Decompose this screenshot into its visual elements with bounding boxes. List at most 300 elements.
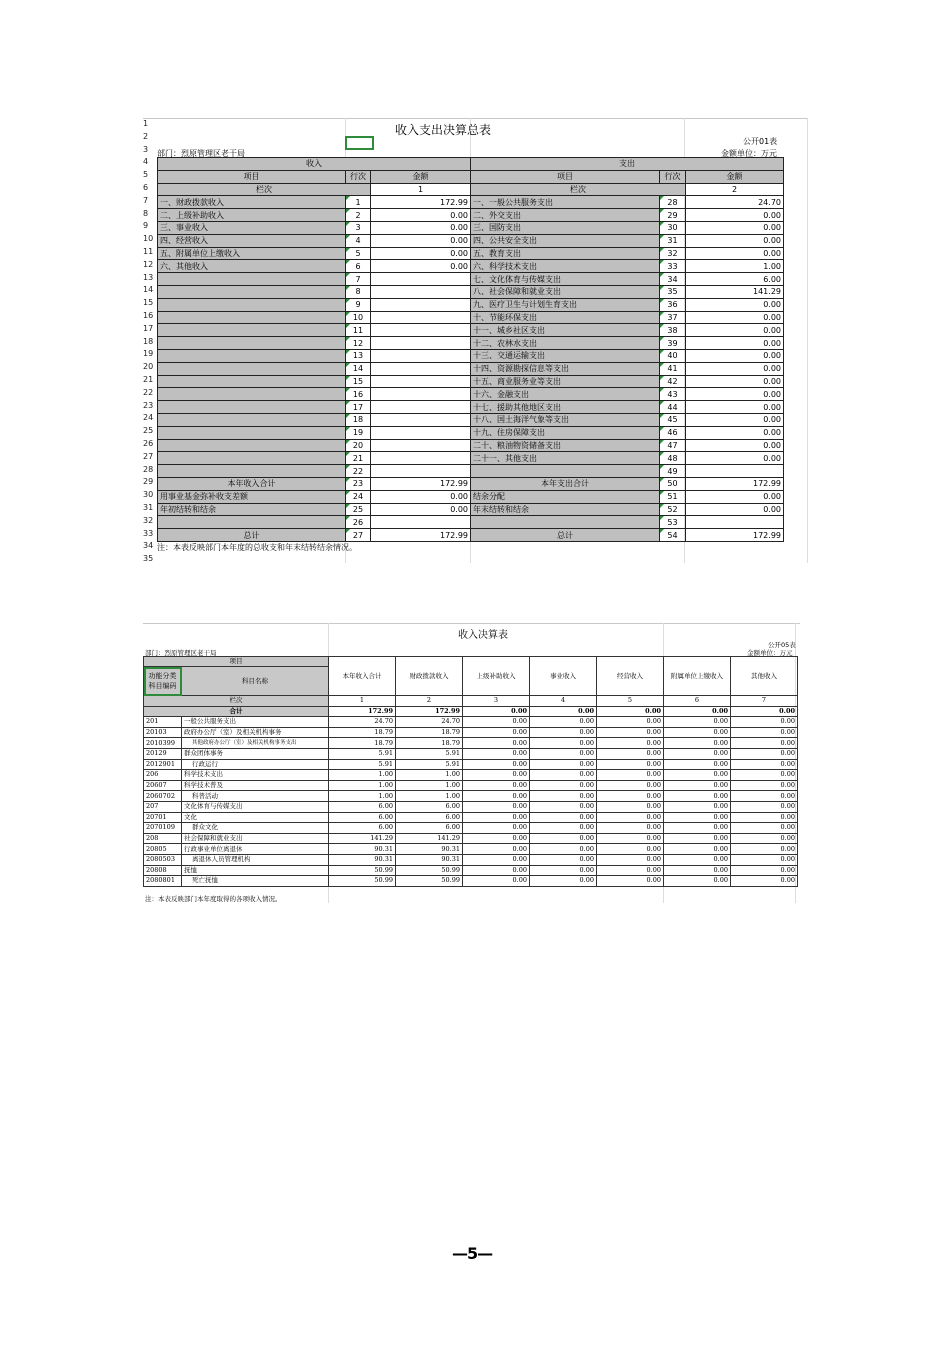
table-code: 公开05表 xyxy=(768,641,796,649)
income-amount: 0.00 xyxy=(371,503,471,516)
row-number: 21 xyxy=(143,375,154,384)
table-row xyxy=(144,717,798,728)
column-number: 2 xyxy=(686,183,784,196)
income-item xyxy=(158,311,346,324)
income-value: 141.29 xyxy=(396,833,463,844)
income-value: 0.00 xyxy=(664,854,731,865)
column-number: 2 xyxy=(396,696,463,707)
subject-code: 2080801 xyxy=(144,876,182,887)
subject-name: 文化 xyxy=(182,812,329,823)
income-amount: 0.00 xyxy=(371,247,471,260)
expense-line-no: 37 xyxy=(660,311,686,324)
income-line-no: 10 xyxy=(346,311,371,324)
income-amount: 0.00 xyxy=(371,234,471,247)
expense-item: 八、社会保障和就业支出 xyxy=(471,285,660,298)
expense-line-no: 46 xyxy=(660,426,686,439)
col-header-upper-grant: 上级补助收入 xyxy=(463,657,530,696)
expense-amount: 0.00 xyxy=(686,426,784,439)
income-value: 0.00 xyxy=(731,823,798,834)
income-value: 0.00 xyxy=(597,833,664,844)
expense-item: 四、公共安全支出 xyxy=(471,234,660,247)
income-value: 1.00 xyxy=(329,780,396,791)
subject-name: 离退休人员管理机构 xyxy=(182,854,329,865)
subject-name: 科普活动 xyxy=(182,791,329,802)
income-value: 0.00 xyxy=(463,748,530,759)
table-row xyxy=(158,452,784,465)
row-number: 26 xyxy=(143,439,154,448)
income-value: 0.00 xyxy=(597,865,664,876)
row-number: 8 xyxy=(143,208,149,218)
expense-item: 十、节能环保支出 xyxy=(471,311,660,324)
income-value: 6.00 xyxy=(396,801,463,812)
income-amount: 0.00 xyxy=(371,490,471,503)
expense-item: 十五、商业服务业等支出 xyxy=(471,375,660,388)
income-value: 0.00 xyxy=(530,844,597,855)
summary-table xyxy=(157,157,784,542)
income-value: 0.00 xyxy=(597,876,664,887)
department-label: 部门：烈原管理区老干局 xyxy=(157,149,245,158)
income-value: 0.00 xyxy=(664,801,731,812)
total-value: 0.00 xyxy=(731,706,798,717)
income-value: 0.00 xyxy=(597,812,664,823)
income-value: 1.00 xyxy=(396,770,463,781)
income-amount xyxy=(371,311,471,324)
income-line-no: 25 xyxy=(346,503,371,516)
income-line-no: 9 xyxy=(346,298,371,311)
table-row xyxy=(158,298,784,311)
amount-header: 金额 xyxy=(686,170,784,183)
income-item xyxy=(158,516,346,529)
row-number: 35 xyxy=(143,554,154,564)
income-value: 0.00 xyxy=(664,844,731,855)
column-header-strip xyxy=(143,113,808,119)
income-value: 0.00 xyxy=(664,717,731,728)
income-amount xyxy=(371,337,471,350)
subject-code: 206 xyxy=(144,770,182,781)
income-value: 0.00 xyxy=(530,833,597,844)
income-amount xyxy=(371,298,471,311)
gridline xyxy=(807,118,808,563)
income-value: 0.00 xyxy=(597,727,664,738)
income-line-no: 6 xyxy=(346,260,371,273)
income-item xyxy=(158,439,346,452)
income-item xyxy=(158,465,346,478)
subject-code: 20808 xyxy=(144,865,182,876)
income-amount xyxy=(371,324,471,337)
row-number: 15 xyxy=(143,298,154,308)
income-amount xyxy=(371,388,471,401)
income-value: 0.00 xyxy=(530,791,597,802)
col-header-total: 本年收入合计 xyxy=(329,657,396,696)
income-value: 0.00 xyxy=(597,780,664,791)
table-row xyxy=(158,362,784,375)
expense-line-no: 35 xyxy=(660,285,686,298)
income-value: 0.00 xyxy=(530,738,597,749)
income-item xyxy=(158,298,346,311)
income-value: 0.00 xyxy=(731,770,798,781)
income-value: 0.00 xyxy=(664,812,731,823)
income-value: 0.00 xyxy=(530,876,597,887)
income-line-no: 20 xyxy=(346,439,371,452)
income-value: 0.00 xyxy=(597,791,664,802)
income-value: 0.00 xyxy=(597,801,664,812)
table-row xyxy=(158,273,784,286)
expense-amount: 0.00 xyxy=(686,503,784,516)
row-number: 6 xyxy=(143,183,149,192)
table-row xyxy=(158,439,784,452)
expense-amount: 0.00 xyxy=(686,375,784,388)
table-row xyxy=(144,876,798,887)
col-header-affiliated: 附属单位上缴收入 xyxy=(664,657,731,696)
income-value: 0.00 xyxy=(731,801,798,812)
income-value: 0.00 xyxy=(597,770,664,781)
expense-line-no: 33 xyxy=(660,260,686,273)
income-line-no: 14 xyxy=(346,362,371,375)
row-number: 9 xyxy=(143,221,149,231)
income-value: 0.00 xyxy=(664,865,731,876)
income-value: 0.00 xyxy=(731,727,798,738)
table-row xyxy=(158,375,784,388)
income-value: 0.00 xyxy=(530,865,597,876)
income-amount xyxy=(371,413,471,426)
row-number: 25 xyxy=(143,426,154,436)
income-value: 5.91 xyxy=(396,759,463,770)
selected-cell[interactable] xyxy=(345,136,374,150)
table-row xyxy=(144,833,798,844)
income-item: 五、附属单位上缴收入 xyxy=(158,247,346,260)
col-header-other: 其他收入 xyxy=(731,657,798,696)
income-value: 0.00 xyxy=(731,865,798,876)
expense-item: 十九、住房保障支出 xyxy=(471,426,660,439)
income-value: 24.70 xyxy=(396,717,463,728)
total-label: 合计 xyxy=(144,706,329,717)
income-item xyxy=(158,375,346,388)
line-header: 行次 xyxy=(346,170,371,183)
table-row xyxy=(158,401,784,414)
income-item: 用事业基金弥补收支差额 xyxy=(158,490,346,503)
income-value: 1.00 xyxy=(329,791,396,802)
income-value: 0.00 xyxy=(530,770,597,781)
income-line-no: 17 xyxy=(346,401,371,414)
subject-code: 201 xyxy=(144,717,182,728)
column-number: 3 xyxy=(463,696,530,707)
table-row xyxy=(158,503,784,516)
expense-amount: 0.00 xyxy=(686,490,784,503)
income-value: 0.00 xyxy=(463,812,530,823)
income-amount: 0.00 xyxy=(371,260,471,273)
income-value: 6.00 xyxy=(329,823,396,834)
expense-line-no: 42 xyxy=(660,375,686,388)
expense-amount: 24.70 xyxy=(686,196,784,209)
income-item xyxy=(158,273,346,286)
expense-amount: 0.00 xyxy=(686,311,784,324)
income-value: 0.00 xyxy=(664,738,731,749)
expense-item: 二十、粮油物资储备支出 xyxy=(471,439,660,452)
item-header: 项目 xyxy=(158,170,346,183)
income-value: 0.00 xyxy=(731,748,798,759)
expense-item: 二十一、其他支出 xyxy=(471,452,660,465)
income-value: 0.00 xyxy=(530,727,597,738)
item-header: 项目 xyxy=(144,657,329,667)
income-value: 6.00 xyxy=(329,801,396,812)
row-number: 18 xyxy=(143,336,154,346)
row-number: 30 xyxy=(143,490,154,500)
table-row xyxy=(158,529,784,542)
income-value: 0.00 xyxy=(463,876,530,887)
income-value: 18.79 xyxy=(396,727,463,738)
income-value: 0.00 xyxy=(597,759,664,770)
table-row xyxy=(158,260,784,273)
expense-amount: 141.29 xyxy=(686,285,784,298)
expense-item: 十三、交通运输支出 xyxy=(471,349,660,362)
expense-item: 十一、城乡社区支出 xyxy=(471,324,660,337)
income-value: 0.00 xyxy=(530,780,597,791)
table-row xyxy=(144,770,798,781)
income-value: 90.31 xyxy=(396,844,463,855)
subject-code: 2060702 xyxy=(144,791,182,802)
income-line-no: 1 xyxy=(346,196,371,209)
income-value: 0.00 xyxy=(731,876,798,887)
income-value: 0.00 xyxy=(463,780,530,791)
income-item xyxy=(158,285,346,298)
row-number: 12 xyxy=(143,259,154,269)
row-number: 20 xyxy=(143,362,154,372)
income-amount xyxy=(371,465,471,478)
income-header: 收入 xyxy=(158,158,471,171)
subject-name: 行政事业单位离退休 xyxy=(182,844,329,855)
expense-item: 六、科学技术支出 xyxy=(471,260,660,273)
table-row xyxy=(158,324,784,337)
income-value: 1.00 xyxy=(396,791,463,802)
income-amount: 172.99 xyxy=(371,196,471,209)
col-header-fiscal: 财政拨款收入 xyxy=(396,657,463,696)
income-amount xyxy=(371,362,471,375)
income-value: 0.00 xyxy=(731,844,798,855)
item-header: 项目 xyxy=(471,170,660,183)
subject-name: 其他政府办公厅（室）及相关机构事务支出 xyxy=(182,738,329,749)
income-item xyxy=(158,324,346,337)
table-row xyxy=(144,801,798,812)
income-value: 0.00 xyxy=(463,801,530,812)
income-value: 0.00 xyxy=(463,854,530,865)
table-row xyxy=(144,748,798,759)
income-value: 0.00 xyxy=(664,770,731,781)
income-value: 0.00 xyxy=(463,727,530,738)
income-value: 1.00 xyxy=(396,780,463,791)
row-number: 29 xyxy=(143,477,154,487)
income-value: 5.91 xyxy=(329,759,396,770)
income-amount: 0.00 xyxy=(371,221,471,234)
table-row xyxy=(158,388,784,401)
subject-name: 死亡抚恤 xyxy=(182,876,329,887)
table-row xyxy=(158,311,784,324)
income-item: 四、经营收入 xyxy=(158,234,346,247)
department-label: 部门：烈原管理区老干局 xyxy=(145,649,217,657)
income-value: 0.00 xyxy=(597,823,664,834)
expense-item: 本年支出合计 xyxy=(471,477,660,490)
income-item: 三、事业收入 xyxy=(158,221,346,234)
income-amount: 0.00 xyxy=(371,209,471,222)
income-line-no: 21 xyxy=(346,452,371,465)
subject-name: 行政运行 xyxy=(182,759,329,770)
income-value: 0.00 xyxy=(463,844,530,855)
income-value: 0.00 xyxy=(664,791,731,802)
income-line-no: 22 xyxy=(346,465,371,478)
expense-line-no: 29 xyxy=(660,209,686,222)
income-amount xyxy=(371,439,471,452)
row-number: 22 xyxy=(143,387,154,397)
income-line-no: 26 xyxy=(346,516,371,529)
total-value: 0.00 xyxy=(530,706,597,717)
subject-name: 一般公共服务支出 xyxy=(182,717,329,728)
income-value: 50.99 xyxy=(329,865,396,876)
subject-code: 2010399 xyxy=(144,738,182,749)
subject-code: 208 xyxy=(144,833,182,844)
summary-sheet xyxy=(143,113,808,563)
income-line-no: 18 xyxy=(346,413,371,426)
subject-code: 2012901 xyxy=(144,759,182,770)
table-row xyxy=(158,247,784,260)
row-number: 2 xyxy=(143,131,149,141)
table-row xyxy=(158,516,784,529)
table-note: 注：本表反映部门本年度取得的各项收入情况。 xyxy=(145,895,282,903)
line-header: 行次 xyxy=(660,170,686,183)
income-line-no: 13 xyxy=(346,349,371,362)
expense-line-no: 36 xyxy=(660,298,686,311)
row-number: 5 xyxy=(143,170,149,180)
function-code-header[interactable]: 功能分类科目编码 xyxy=(144,667,182,696)
income-value: 0.00 xyxy=(731,854,798,865)
income-value: 0.00 xyxy=(463,717,530,728)
subject-name: 政府办公厅（室）及相关机构事务 xyxy=(182,727,329,738)
expense-amount: 172.99 xyxy=(686,529,784,542)
table-row xyxy=(158,209,784,222)
sheet-title: 收入支出决算总表 xyxy=(394,123,491,137)
income-value: 0.00 xyxy=(731,791,798,802)
income-amount xyxy=(371,375,471,388)
row-number: 27 xyxy=(143,451,154,461)
expense-item: 十六、金融支出 xyxy=(471,388,660,401)
table-row xyxy=(158,285,784,298)
expense-line-no: 40 xyxy=(660,349,686,362)
subject-name: 科学技术支出 xyxy=(182,770,329,781)
column-number: 4 xyxy=(530,696,597,707)
income-item: 总计 xyxy=(158,529,346,542)
table-row xyxy=(158,221,784,234)
income-value: 18.79 xyxy=(329,738,396,749)
income-value: 0.00 xyxy=(530,801,597,812)
income-value: 0.00 xyxy=(530,717,597,728)
expense-amount: 172.99 xyxy=(686,477,784,490)
table-row xyxy=(144,738,798,749)
column-number: 1 xyxy=(371,183,471,196)
income-value: 0.00 xyxy=(530,812,597,823)
expense-item: 结余分配 xyxy=(471,490,660,503)
expense-item: 三、国防支出 xyxy=(471,221,660,234)
income-value: 5.91 xyxy=(396,748,463,759)
column-label: 栏次 xyxy=(144,696,329,707)
total-value: 0.00 xyxy=(597,706,664,717)
income-item: 二、上级补助收入 xyxy=(158,209,346,222)
income-value: 0.00 xyxy=(731,759,798,770)
column-label: 栏次 xyxy=(158,183,371,196)
income-value: 0.00 xyxy=(731,780,798,791)
total-value: 0.00 xyxy=(463,706,530,717)
table-row xyxy=(144,823,798,834)
income-amount: 172.99 xyxy=(371,529,471,542)
income-item xyxy=(158,337,346,350)
row-number: 28 xyxy=(143,464,154,474)
expense-amount: 0.00 xyxy=(686,439,784,452)
income-value: 6.00 xyxy=(329,812,396,823)
income-line-no: 16 xyxy=(346,388,371,401)
amount-header: 金额 xyxy=(371,170,471,183)
income-line-no: 23 xyxy=(346,477,371,490)
table-row xyxy=(158,349,784,362)
page-number: —5— xyxy=(452,1244,493,1263)
column-number: 1 xyxy=(329,696,396,707)
table-row xyxy=(144,791,798,802)
income-value: 0.00 xyxy=(530,759,597,770)
total-value: 172.99 xyxy=(396,706,463,717)
row-number: 14 xyxy=(143,285,154,295)
expense-item: 十七、援助其他地区支出 xyxy=(471,401,660,414)
income-value: 5.91 xyxy=(329,748,396,759)
subject-code: 20103 xyxy=(144,727,182,738)
expense-item: 九、医疗卫生与计划生育支出 xyxy=(471,298,660,311)
expense-item: 年末结转和结余 xyxy=(471,503,660,516)
table-row xyxy=(158,465,784,478)
row-number: 3 xyxy=(143,144,149,154)
expense-amount: 0.00 xyxy=(686,337,784,350)
income-value: 0.00 xyxy=(463,865,530,876)
income-item xyxy=(158,349,346,362)
income-value: 90.31 xyxy=(329,854,396,865)
expense-line-no: 52 xyxy=(660,503,686,516)
subject-name: 群众文化 xyxy=(182,823,329,834)
income-value: 141.29 xyxy=(329,833,396,844)
sheet-title: 收入决算表 xyxy=(458,630,508,641)
table-row xyxy=(158,426,784,439)
income-line-no: 3 xyxy=(346,221,371,234)
row-number: 7 xyxy=(143,195,149,205)
income-amount xyxy=(371,349,471,362)
income-item: 六、其他收入 xyxy=(158,260,346,273)
subject-code: 20129 xyxy=(144,748,182,759)
income-value: 0.00 xyxy=(664,727,731,738)
income-value: 0.00 xyxy=(597,844,664,855)
table-row xyxy=(158,337,784,350)
income-line-no: 15 xyxy=(346,375,371,388)
income-value: 0.00 xyxy=(731,738,798,749)
income-amount: 172.99 xyxy=(371,477,471,490)
income-line-no: 27 xyxy=(346,529,371,542)
row-number: 4 xyxy=(143,157,149,167)
income-value: 0.00 xyxy=(731,812,798,823)
income-line-no: 8 xyxy=(346,285,371,298)
income-amount xyxy=(371,285,471,298)
row-number: 16 xyxy=(143,311,154,320)
table-row xyxy=(158,477,784,490)
expense-item: 十四、资源勘探信息等支出 xyxy=(471,362,660,375)
expense-item xyxy=(471,465,660,478)
table-row xyxy=(144,812,798,823)
table-row xyxy=(144,865,798,876)
expense-line-no: 47 xyxy=(660,439,686,452)
income-value: 0.00 xyxy=(664,759,731,770)
income-line-no: 11 xyxy=(346,324,371,337)
income-item: 年初结转和结余 xyxy=(158,503,346,516)
